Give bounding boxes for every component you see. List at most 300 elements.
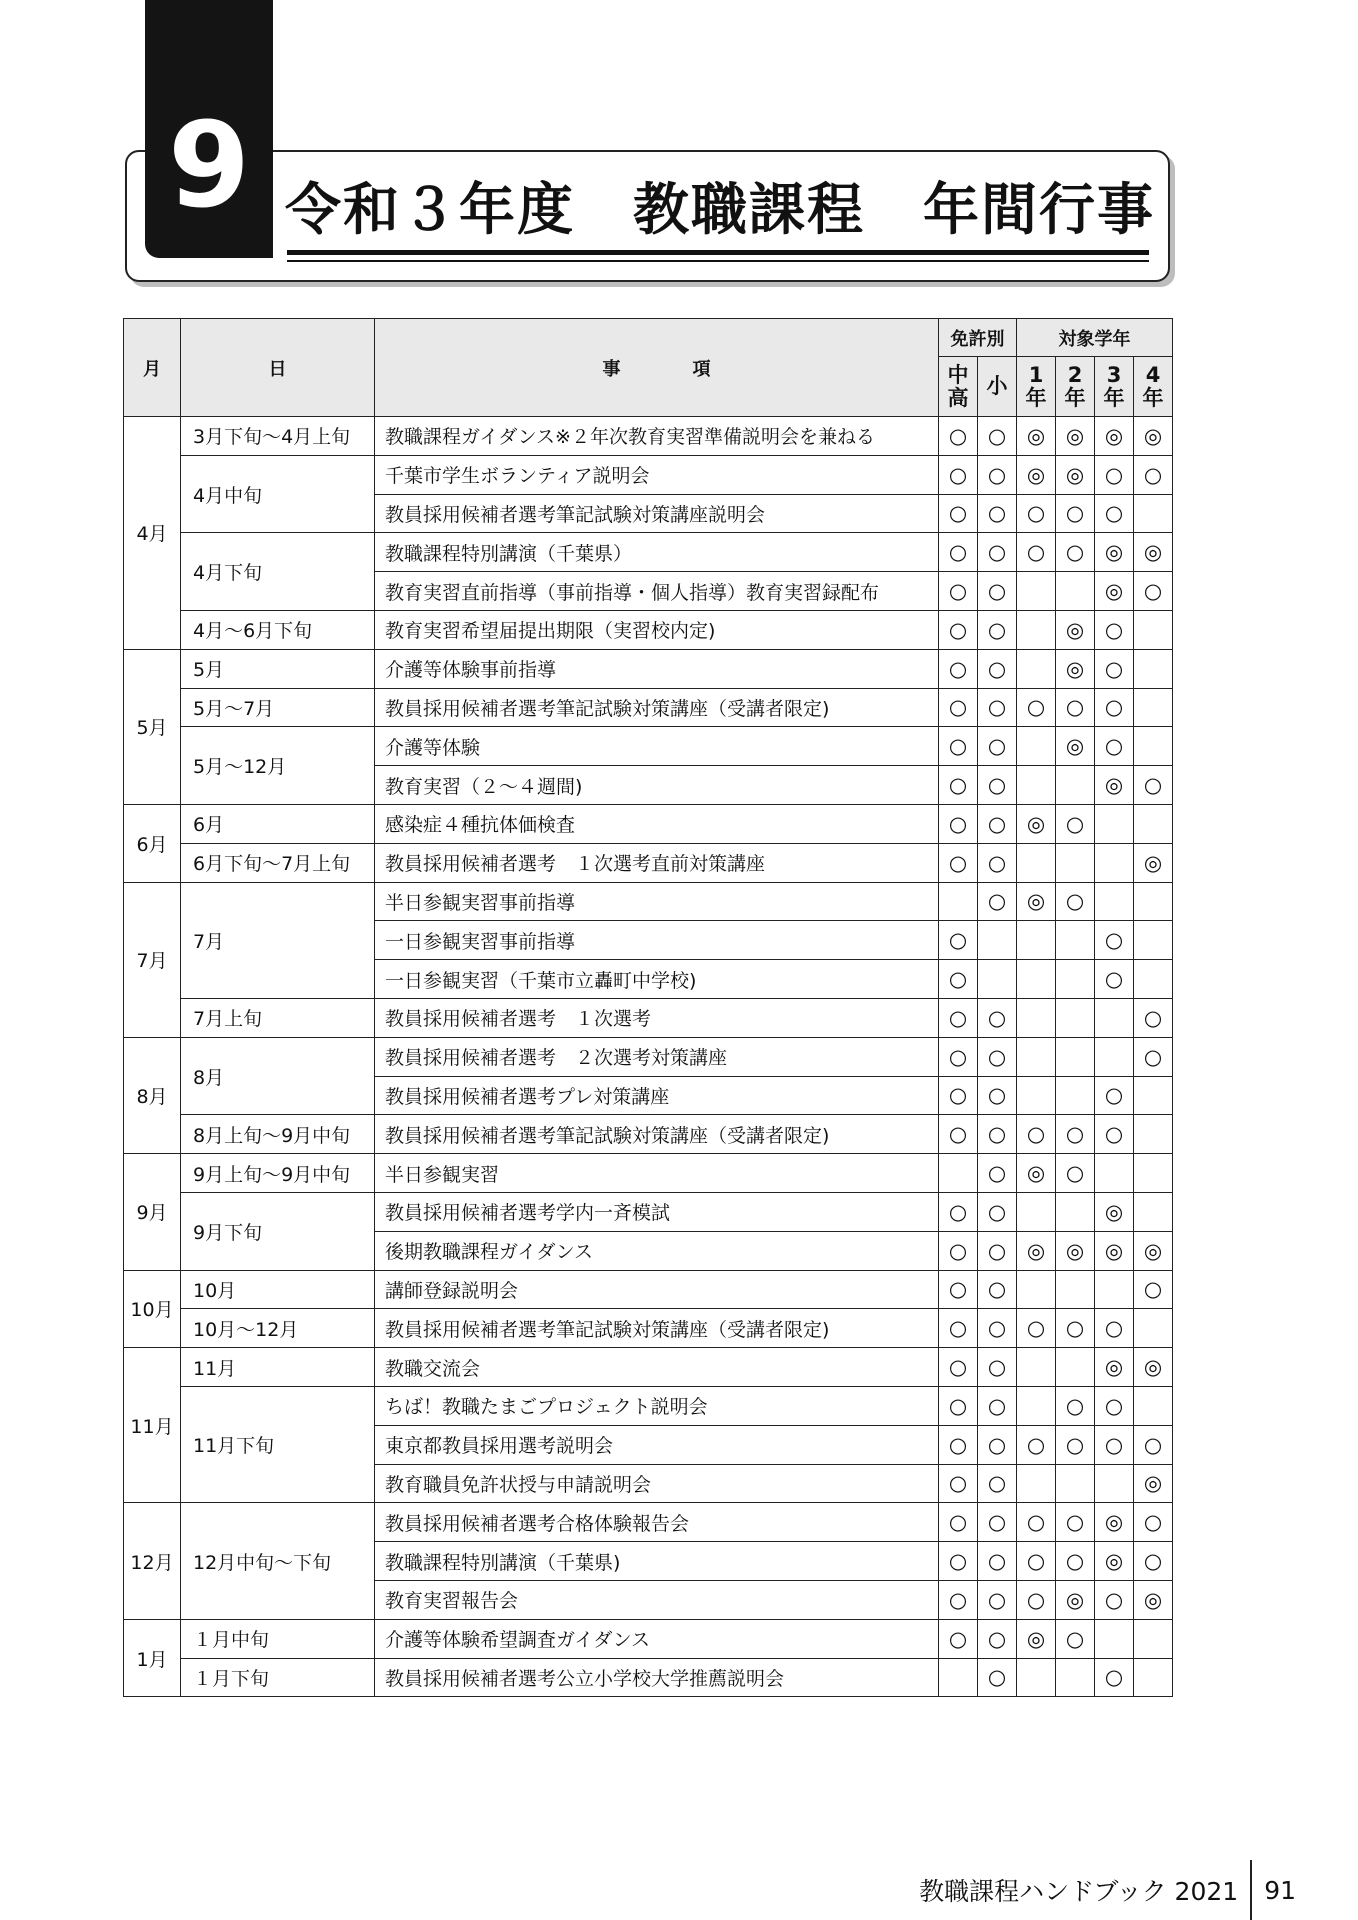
day-cell: 8月 (181, 1037, 375, 1115)
header-grade-1: 1 年 (1017, 357, 1056, 417)
day-cell: 9月上旬～9月中旬 (181, 1154, 375, 1193)
mark-cell: ○ (978, 804, 1017, 843)
book-title: 教職課程ハンドブック 2021 (919, 1877, 1239, 1906)
mark-cell: ○ (978, 766, 1017, 805)
mark-cell: ◎ (1095, 1542, 1134, 1581)
mark-cell: ○ (978, 572, 1017, 611)
mark-cell: ○ (1017, 1115, 1056, 1154)
mark-cell: ○ (939, 610, 978, 649)
mark-cell: ○ (1056, 1542, 1095, 1581)
mark-cell: ○ (1095, 1076, 1134, 1115)
mark-cell (1134, 921, 1173, 960)
table-row (124, 1154, 1173, 1193)
mark-cell: ◎ (1017, 804, 1056, 843)
month-cell: 4月 (124, 417, 181, 650)
table-row (124, 804, 1173, 843)
chapter-number: 9 (167, 96, 251, 234)
event-cell: 教職交流会 (375, 1348, 939, 1387)
mark-cell (1017, 1348, 1056, 1387)
day-cell: 5月～7月 (181, 688, 375, 727)
mark-cell: ○ (978, 1425, 1017, 1464)
header-grade-group: 対象学年 (1017, 319, 1173, 357)
mark-cell: ○ (978, 1192, 1017, 1231)
mark-cell: ○ (939, 1076, 978, 1115)
day-cell: 5月 (181, 649, 375, 688)
mark-cell: ○ (939, 494, 978, 533)
mark-cell: ○ (939, 688, 978, 727)
mark-cell: ○ (1056, 1619, 1095, 1658)
mark-cell: ○ (1056, 494, 1095, 533)
event-cell: 教員採用候補者選考公立小学校大学推薦説明会 (375, 1658, 939, 1697)
mark-cell (1134, 804, 1173, 843)
mark-cell: ○ (978, 882, 1017, 921)
mark-cell: ○ (939, 804, 978, 843)
mark-cell: ○ (939, 998, 978, 1037)
month-cell: 5月 (124, 649, 181, 804)
header-license-elem: 小 (978, 357, 1017, 417)
mark-cell (1056, 1348, 1095, 1387)
mark-cell: ○ (978, 1658, 1017, 1697)
mark-cell: ◎ (1056, 1580, 1095, 1619)
mark-cell: ◎ (1056, 455, 1095, 494)
mark-cell (1134, 610, 1173, 649)
mark-cell: ○ (1056, 1309, 1095, 1348)
mark-cell: ○ (978, 455, 1017, 494)
mark-cell: ○ (1017, 1425, 1056, 1464)
mark-cell: ○ (978, 1619, 1017, 1658)
mark-cell: ○ (978, 1386, 1017, 1425)
mark-cell (1056, 1464, 1095, 1503)
title-underline-thick (287, 250, 1149, 255)
mark-cell (1095, 998, 1134, 1037)
event-cell: 教員採用候補者選考筆記試験対策講座説明会 (375, 494, 939, 533)
day-cell: 3月下旬～4月上旬 (181, 417, 375, 456)
mark-cell: ○ (1017, 1542, 1056, 1581)
mark-cell (1017, 727, 1056, 766)
event-cell: 教育実習直前指導（事前指導・個人指導）教育実習録配布 (375, 572, 939, 611)
chapter-number-tab (145, 0, 273, 258)
mark-cell (939, 1154, 978, 1193)
day-cell: 8月上旬～9月中旬 (181, 1115, 375, 1154)
mark-cell: ○ (939, 572, 978, 611)
mark-cell (1017, 998, 1056, 1037)
mark-cell: ○ (1095, 1580, 1134, 1619)
mark-cell: ○ (1095, 921, 1134, 960)
mark-cell: ○ (939, 1231, 978, 1270)
mark-cell: ○ (1095, 1309, 1134, 1348)
month-cell: 10月 (124, 1270, 181, 1348)
day-cell: 10月～12月 (181, 1309, 375, 1348)
mark-cell: ○ (939, 1542, 978, 1581)
event-cell: 教育実習（２～４週間) (375, 766, 939, 805)
event-cell: 一日参観実習事前指導 (375, 921, 939, 960)
table-row (124, 1619, 1173, 1658)
mark-cell: ○ (1095, 1425, 1134, 1464)
event-cell: 東京都教員採用選考説明会 (375, 1425, 939, 1464)
mark-cell: ○ (939, 649, 978, 688)
mark-cell (1056, 960, 1095, 999)
table-row (124, 1115, 1173, 1154)
mark-cell (1095, 1037, 1134, 1076)
event-cell: 教員採用候補者選考 １次選考直前対策講座 (375, 843, 939, 882)
mark-cell (1056, 998, 1095, 1037)
mark-cell: ○ (939, 766, 978, 805)
mark-cell: ○ (1095, 688, 1134, 727)
mark-cell: ○ (939, 1037, 978, 1076)
mark-cell: ○ (939, 921, 978, 960)
mark-cell: ○ (978, 727, 1017, 766)
mark-cell (1017, 649, 1056, 688)
mark-cell: ○ (978, 1348, 1017, 1387)
mark-cell: ○ (939, 843, 978, 882)
mark-cell: ○ (1056, 1503, 1095, 1542)
mark-cell: ○ (939, 1348, 978, 1387)
mark-cell: ○ (939, 1619, 978, 1658)
mark-cell: ○ (939, 1270, 978, 1309)
page-number: 91 (1264, 1875, 1296, 1905)
mark-cell (1134, 960, 1173, 999)
title-underline-thin (287, 260, 1149, 262)
event-cell: 感染症４種抗体価検査 (375, 804, 939, 843)
mark-cell (1056, 1658, 1095, 1697)
mark-cell: ○ (1056, 1154, 1095, 1193)
day-cell: 7月 (181, 882, 375, 998)
table-row (124, 1658, 1173, 1697)
mark-cell: ○ (1134, 1542, 1173, 1581)
mark-cell (1134, 1076, 1173, 1115)
mark-cell (1056, 766, 1095, 805)
mark-cell (1134, 727, 1173, 766)
event-cell: ちば！教職たまごプロジェクト説明会 (375, 1386, 939, 1425)
mark-cell (1056, 1192, 1095, 1231)
mark-cell: ○ (1017, 1309, 1056, 1348)
mark-cell: ○ (978, 1037, 1017, 1076)
mark-cell: ◎ (1134, 1464, 1173, 1503)
mark-cell: ○ (939, 1309, 978, 1348)
mark-cell: ○ (1095, 960, 1134, 999)
mark-cell: ◎ (1056, 649, 1095, 688)
event-cell: 介護等体験希望調査ガイダンス (375, 1619, 939, 1658)
mark-cell: ○ (939, 1503, 978, 1542)
mark-cell: ◎ (1017, 417, 1056, 456)
mark-cell: ○ (978, 1270, 1017, 1309)
day-cell: １月下旬 (181, 1658, 375, 1697)
mark-cell: ◎ (1134, 1348, 1173, 1387)
mark-cell (1017, 610, 1056, 649)
mark-cell: ○ (1134, 998, 1173, 1037)
mark-cell (1095, 882, 1134, 921)
mark-cell (1134, 688, 1173, 727)
mark-cell: ◎ (1017, 1154, 1056, 1193)
mark-cell (1017, 572, 1056, 611)
table-row (124, 998, 1173, 1037)
mark-cell (939, 882, 978, 921)
event-cell: 後期教職課程ガイダンス (375, 1231, 939, 1270)
mark-cell: ○ (1017, 494, 1056, 533)
day-cell: １月中旬 (181, 1619, 375, 1658)
mark-cell: ○ (1134, 572, 1173, 611)
event-cell: 教職課程特別講演（千葉県） (375, 533, 939, 572)
mark-cell: ○ (1056, 1425, 1095, 1464)
mark-cell: ○ (939, 533, 978, 572)
mark-cell (1017, 843, 1056, 882)
mark-cell: ○ (1095, 610, 1134, 649)
mark-cell: ○ (1056, 688, 1095, 727)
mark-cell: ○ (978, 1231, 1017, 1270)
mark-cell: ○ (978, 1115, 1017, 1154)
mark-cell (1017, 1386, 1056, 1425)
mark-cell: ◎ (1134, 1580, 1173, 1619)
mark-cell: ◎ (1134, 1231, 1173, 1270)
month-cell: 7月 (124, 882, 181, 1037)
mark-cell: ◎ (1095, 1231, 1134, 1270)
header-license-group: 免許別 (939, 319, 1017, 357)
table-row (124, 417, 1173, 456)
mark-cell: ○ (978, 649, 1017, 688)
event-cell: 一日参観実習（千葉市立轟町中学校) (375, 960, 939, 999)
mark-cell (1017, 960, 1056, 999)
mark-cell: ◎ (1134, 417, 1173, 456)
mark-cell: ◎ (1095, 533, 1134, 572)
event-cell: 教育実習報告会 (375, 1580, 939, 1619)
mark-cell: ○ (939, 1386, 978, 1425)
mark-cell (1134, 1658, 1173, 1697)
day-cell: 12月中旬～下旬 (181, 1503, 375, 1619)
header-month: 月 (124, 319, 181, 417)
event-cell: 教育職員免許状授与申請説明会 (375, 1464, 939, 1503)
mark-cell: ○ (1095, 1386, 1134, 1425)
day-cell: 11月下旬 (181, 1386, 375, 1502)
day-cell: 11月 (181, 1348, 375, 1387)
mark-cell (1134, 1115, 1173, 1154)
mark-cell (1134, 1386, 1173, 1425)
page-title: 令和３年度 教職課程 年間行事 (285, 178, 1155, 243)
table-row (124, 843, 1173, 882)
mark-cell: ○ (939, 1425, 978, 1464)
mark-cell: ◎ (1056, 1231, 1095, 1270)
mark-cell: ○ (978, 843, 1017, 882)
mark-cell (1095, 1270, 1134, 1309)
mark-cell (1056, 1270, 1095, 1309)
mark-cell: ◎ (1056, 417, 1095, 456)
day-cell: 4月中旬 (181, 455, 375, 533)
day-cell: 10月 (181, 1270, 375, 1309)
mark-cell: ◎ (1017, 1619, 1056, 1658)
event-cell: 千葉市学生ボランティア説明会 (375, 455, 939, 494)
mark-cell (1134, 1619, 1173, 1658)
mark-cell (1134, 494, 1173, 533)
mark-cell (1056, 1076, 1095, 1115)
mark-cell: ○ (978, 1309, 1017, 1348)
mark-cell: ○ (1134, 1037, 1173, 1076)
mark-cell: ◎ (1017, 455, 1056, 494)
mark-cell: ○ (1056, 1115, 1095, 1154)
table-row (124, 882, 1173, 921)
mark-cell (1095, 843, 1134, 882)
mark-cell: ◎ (1017, 882, 1056, 921)
mark-cell: ◎ (1017, 1231, 1056, 1270)
mark-cell: ○ (978, 1503, 1017, 1542)
day-cell: 4月～6月下旬 (181, 610, 375, 649)
event-cell: 教育実習希望届提出期限（実習校内定) (375, 610, 939, 649)
table-row (124, 533, 1173, 572)
event-cell: 教員採用候補者選考学内一斉模試 (375, 1192, 939, 1231)
mark-cell: ○ (1017, 1580, 1056, 1619)
mark-cell (1134, 1192, 1173, 1231)
mark-cell: ○ (1056, 533, 1095, 572)
header-day: 日 (181, 319, 375, 417)
month-cell: 6月 (124, 804, 181, 882)
mark-cell: ◎ (1095, 417, 1134, 456)
month-cell: 9月 (124, 1154, 181, 1270)
day-cell: 6月 (181, 804, 375, 843)
mark-cell: ○ (1095, 494, 1134, 533)
header-grade-3: 3 年 (1095, 357, 1134, 417)
event-cell: 半日参観実習 (375, 1154, 939, 1193)
mark-cell (1095, 1154, 1134, 1193)
mark-cell: ◎ (1134, 843, 1173, 882)
mark-cell: ○ (939, 417, 978, 456)
mark-cell (1056, 843, 1095, 882)
event-cell: 教員採用候補者選考 １次選考 (375, 998, 939, 1037)
mark-cell (1056, 921, 1095, 960)
event-cell: 介護等体験事前指導 (375, 649, 939, 688)
mark-cell: ○ (939, 1192, 978, 1231)
mark-cell: ○ (1017, 1503, 1056, 1542)
mark-cell: ○ (978, 1154, 1017, 1193)
mark-cell: ○ (1095, 1115, 1134, 1154)
mark-cell (1134, 882, 1173, 921)
mark-cell: ○ (978, 533, 1017, 572)
mark-cell: ○ (978, 417, 1017, 456)
table-row (124, 1270, 1173, 1309)
mark-cell: ○ (978, 1076, 1017, 1115)
event-cell: 教職課程ガイダンス※２年次教育実習準備説明会を兼ねる (375, 417, 939, 456)
mark-cell: ○ (1095, 649, 1134, 688)
mark-cell: ○ (1095, 727, 1134, 766)
event-cell: 教職課程特別講演（千葉県) (375, 1542, 939, 1581)
event-cell: 介護等体験 (375, 727, 939, 766)
mark-cell (1017, 1464, 1056, 1503)
table-row (124, 455, 1173, 494)
day-cell: 7月上旬 (181, 998, 375, 1037)
mark-cell (1017, 766, 1056, 805)
event-cell: 教員採用候補者選考合格体験報告会 (375, 1503, 939, 1542)
mark-cell (1017, 1658, 1056, 1697)
mark-cell: ○ (1134, 1503, 1173, 1542)
mark-cell (1017, 1192, 1056, 1231)
mark-cell: ◎ (1095, 572, 1134, 611)
mark-cell: ◎ (1095, 1192, 1134, 1231)
event-cell: 半日参観実習事前指導 (375, 882, 939, 921)
table-row (124, 1386, 1173, 1425)
mark-cell: ○ (939, 455, 978, 494)
mark-cell: ○ (1056, 804, 1095, 843)
mark-cell: ○ (978, 610, 1017, 649)
mark-cell (1134, 1309, 1173, 1348)
mark-cell (978, 921, 1017, 960)
mark-cell (1134, 649, 1173, 688)
mark-cell: ◎ (1095, 766, 1134, 805)
mark-cell: ○ (1134, 455, 1173, 494)
mark-cell: ○ (1017, 533, 1056, 572)
mark-cell: ○ (939, 1464, 978, 1503)
day-cell: 6月下旬～7月上旬 (181, 843, 375, 882)
day-cell: 4月下旬 (181, 533, 375, 611)
table-row (124, 1503, 1173, 1542)
month-cell: 12月 (124, 1503, 181, 1619)
mark-cell: ◎ (1095, 1348, 1134, 1387)
mark-cell: ○ (978, 1580, 1017, 1619)
page-footer (919, 1860, 1296, 1920)
event-cell: 教員採用候補者選考筆記試験対策講座（受講者限定) (375, 688, 939, 727)
table-row (124, 1348, 1173, 1387)
mark-cell (1095, 1619, 1134, 1658)
mark-cell (1056, 572, 1095, 611)
mark-cell: ○ (1017, 688, 1056, 727)
mark-cell: ○ (939, 727, 978, 766)
mark-cell (978, 960, 1017, 999)
mark-cell: ◎ (1095, 1503, 1134, 1542)
month-cell: 8月 (124, 1037, 181, 1153)
annual-events-table (123, 318, 1173, 1697)
mark-cell: ○ (978, 688, 1017, 727)
event-cell: 教員採用候補者選考プレ対策講座 (375, 1076, 939, 1115)
mark-cell (1095, 1464, 1134, 1503)
table-body (124, 417, 1173, 1697)
event-cell: 講師登録説明会 (375, 1270, 939, 1309)
table-row (124, 1192, 1173, 1231)
event-cell: 教員採用候補者選考筆記試験対策講座（受講者限定) (375, 1309, 939, 1348)
mark-cell (1134, 1154, 1173, 1193)
header-license-jhs: 中 高 (939, 357, 978, 417)
mark-cell: ◎ (1134, 533, 1173, 572)
mark-cell: ○ (978, 494, 1017, 533)
mark-cell: ○ (1134, 766, 1173, 805)
mark-cell: ○ (1056, 882, 1095, 921)
mark-cell: ○ (978, 998, 1017, 1037)
table-row (124, 688, 1173, 727)
mark-cell (1095, 804, 1134, 843)
mark-cell: ○ (978, 1464, 1017, 1503)
mark-cell (1017, 921, 1056, 960)
mark-cell (1056, 1037, 1095, 1076)
mark-cell: ○ (1134, 1425, 1173, 1464)
mark-cell: ○ (1095, 455, 1134, 494)
table-row (124, 1309, 1173, 1348)
header-event: 事 項 (375, 319, 939, 417)
footer-divider (1250, 1860, 1252, 1920)
day-cell: 9月下旬 (181, 1192, 375, 1270)
table-row (124, 649, 1173, 688)
event-cell: 教員採用候補者選考筆記試験対策講座（受講者限定) (375, 1115, 939, 1154)
mark-cell: ○ (1056, 1386, 1095, 1425)
mark-cell: ○ (939, 1580, 978, 1619)
month-cell: 1月 (124, 1619, 181, 1697)
mark-cell (1017, 1076, 1056, 1115)
mark-cell: ◎ (1056, 610, 1095, 649)
day-cell: 5月～12月 (181, 727, 375, 805)
mark-cell (1017, 1037, 1056, 1076)
month-cell: 11月 (124, 1348, 181, 1503)
table-row (124, 1037, 1173, 1076)
mark-cell (939, 1658, 978, 1697)
mark-cell: ○ (939, 960, 978, 999)
mark-cell: ○ (939, 1115, 978, 1154)
table-row (124, 610, 1173, 649)
mark-cell (1017, 1270, 1056, 1309)
mark-cell: ○ (1095, 1658, 1134, 1697)
